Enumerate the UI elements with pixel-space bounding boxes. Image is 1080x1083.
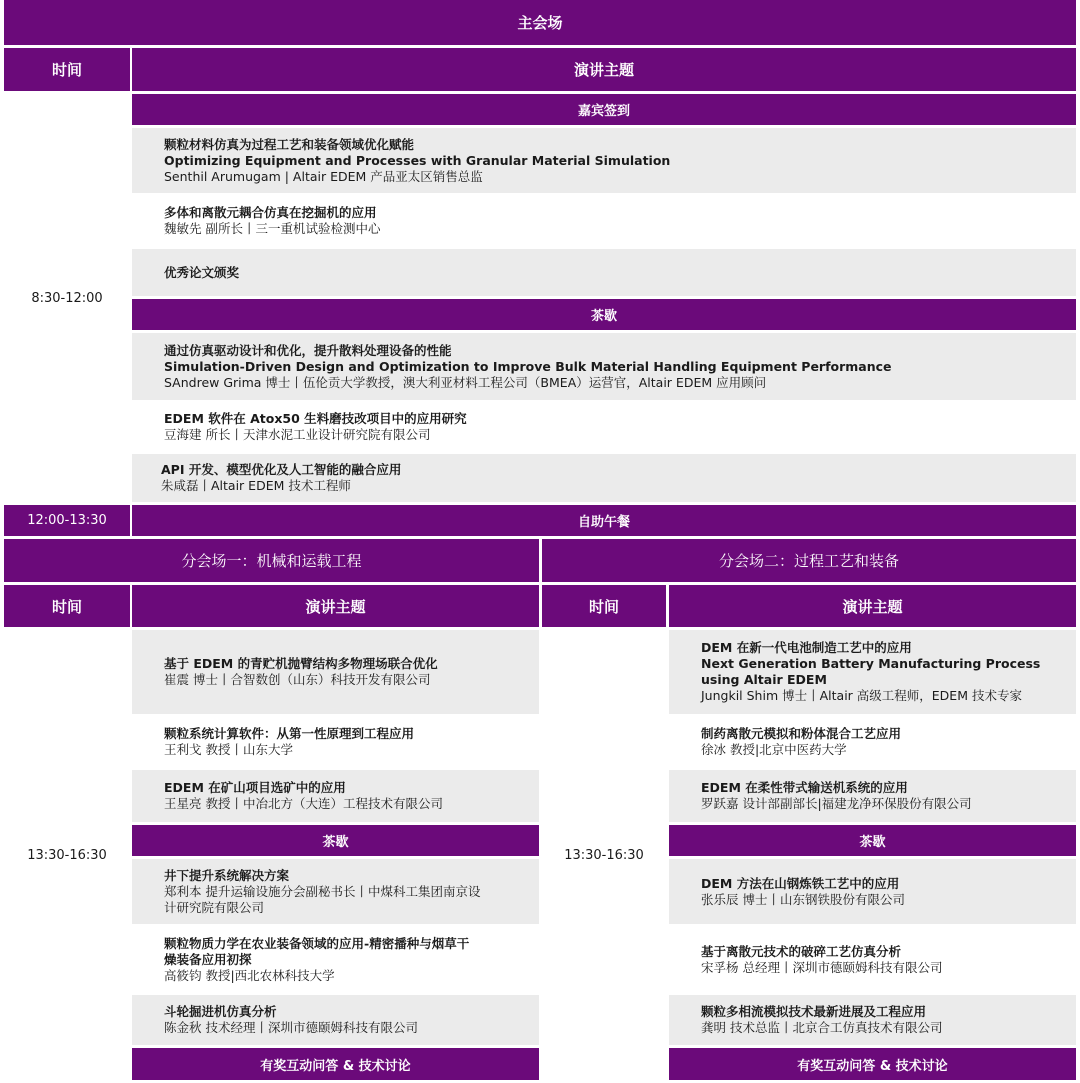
talk-speaker: 王利戈 教授丨山东大学 [164, 742, 293, 757]
branch2-time-header: 时间 [542, 585, 666, 627]
talk-title: 颗粒物质力学在农业装备领域的应用-精密播种与烟草干 [164, 935, 470, 951]
branch1-time-header: 时间 [4, 585, 130, 627]
branch2-title: 分会场二：过程工艺和装备 [542, 539, 1076, 582]
talk-speaker: 王星亮 教授丨中冶北方（大连）工程技术有限公司 [164, 796, 443, 811]
talk-speaker: 罗跃嘉 设计部副部长|福建龙净环保股份有限公司 [701, 796, 972, 811]
talk-item [132, 196, 1076, 246]
tea-break-row: 茶歇 [669, 825, 1076, 856]
branch2-topic-header: 演讲主题 [669, 585, 1076, 627]
talk-item [669, 770, 1076, 822]
talk-title: EDEM 软件在 Atox50 生料磨技改项目中的应用研究 [164, 411, 467, 426]
talk-item [132, 859, 539, 924]
talk-item [132, 128, 1076, 193]
talk-title: EDEM 在矿山项目选矿中的应用 [164, 780, 346, 795]
talk-item [132, 333, 1076, 400]
talk-title: 多体和离散元耦合仿真在挖掘机的应用 [164, 205, 377, 220]
talk-speaker: 朱咸磊丨Altair EDEM 技术工程师 [161, 478, 351, 493]
talk-subtitle: Simulation-Driven Design and Optimization to Improve Bulk Material Handling Equipment Performance [164, 358, 892, 374]
talk-title: EDEM 在柔性带式输送机系统的应用 [701, 780, 908, 795]
talk-item [132, 630, 539, 714]
branch2-time: 13:30-16:30 [564, 847, 644, 863]
talk-subtitle: Next Generation Battery Manufacturing Process [701, 656, 1041, 671]
talk-speaker: 崔震 博士丨合智数创（山东）科技开发有限公司 [164, 672, 431, 687]
talk-item [669, 630, 1076, 714]
talk-speaker-continued: 计研究院有限公司 [164, 899, 265, 915]
talk-title: 颗粒多相流模拟技术最新进展及工程应用 [701, 1004, 927, 1019]
talk-item [132, 717, 539, 767]
morning-time: 8:30-12:00 [31, 290, 103, 306]
talk-item [669, 995, 1076, 1045]
main-venue-title: 主会场 [4, 0, 1076, 45]
talk-item [132, 927, 539, 992]
talk-item [132, 249, 1076, 296]
talk-title: 颗粒系统计算软件：从第一性原理到工程应用 [164, 726, 415, 741]
talk-item [132, 403, 1076, 451]
talk-speaker: 张乐辰 博士丨山东钢铁股份有限公司 [701, 891, 905, 907]
talk-subtitle-continued: using Altair EDEM [701, 672, 827, 687]
tea-break-row: 茶歇 [132, 299, 1076, 330]
closing-row: 有奖互动问答 & 技术讨论 [669, 1048, 1076, 1080]
talk-speaker: 徐冰 教授|北京中医药大学 [701, 742, 847, 757]
talk-title: 基于 EDEM 的青贮机抛臂结构多物理场联合优化 [164, 656, 438, 671]
lunch-time: 12:00-13:30 [4, 505, 130, 536]
time-header: 时间 [4, 48, 130, 91]
topic-header: 演讲主题 [132, 48, 1076, 91]
tea-break-row: 茶歇 [132, 825, 539, 856]
talk-speaker: 龚明 技术总监丨北京合工仿真技术有限公司 [701, 1020, 943, 1035]
talk-title: 通过仿真驱动设计和优化，提升散料处理设备的性能 [164, 342, 452, 358]
talk-item [132, 995, 539, 1045]
talk-title: DEM 在新一代电池制造工艺中的应用 [701, 640, 912, 655]
talk-title: DEM 方法在山钢炼铁工艺中的应用 [701, 875, 900, 891]
talk-title: 基于离散元技术的破碎工艺仿真分析 [701, 943, 902, 959]
talk-title: 制药离散元模拟和粉体混合工艺应用 [701, 726, 902, 741]
talk-item [669, 927, 1076, 992]
branch1-time: 13:30-16:30 [27, 847, 107, 863]
talk-title: 颗粒材料仿真为过程工艺和装备领域优化赋能 [164, 136, 415, 152]
talk-title: API 开发、模型优化及人工智能的融合应用 [161, 462, 402, 477]
talk-item [669, 859, 1076, 924]
talk-title: 优秀论文颁奖 [164, 264, 240, 280]
talk-title-continued: 燥装备应用初探 [164, 951, 252, 967]
talk-item [132, 454, 1076, 502]
talk-speaker: 豆海建 所长丨天津水泥工业设计研究院有限公司 [164, 427, 431, 442]
branch1-title: 分会场一：机械和运载工程 [4, 539, 539, 582]
talk-title: 斗轮掘进机仿真分析 [164, 1004, 277, 1019]
checkin-row: 嘉宾签到 [132, 94, 1076, 125]
talk-speaker: 宋孚杨 总经理丨深圳市德颐姆科技有限公司 [701, 959, 943, 975]
talk-speaker: Jungkil Shim 博士丨Altair 高级工程师，EDEM 技术专家 [701, 688, 1022, 703]
talk-item [132, 770, 539, 822]
branch1-topic-header: 演讲主题 [132, 585, 539, 627]
talk-speaker: 陈金秋 技术经理丨深圳市德颐姆科技有限公司 [164, 1020, 418, 1035]
talk-speaker: 魏敏先 副所长丨三一重机试验检测中心 [164, 221, 381, 236]
talk-speaker: SAndrew Grima 博士丨伍伦贡大学教授，澳大利亚材料工程公司（BMEA）运营官，Altair EDEM 应用顾问 [164, 374, 767, 390]
talk-speaker: 高筱钧 教授|西北农林科技大学 [164, 967, 335, 983]
lunch-row: 自助午餐 [132, 505, 1076, 536]
closing-row: 有奖互动问答 & 技术讨论 [132, 1048, 539, 1080]
talk-item [669, 717, 1076, 767]
talk-speaker: Senthil Arumugam | Altair EDEM 产品亚太区销售总监 [164, 168, 483, 184]
talk-subtitle: Optimizing Equipment and Processes with Granular Material Simulation [164, 152, 671, 168]
talk-speaker: 郑利本 提升运输设施分会副秘书长丨中煤科工集团南京设 [164, 883, 481, 899]
talk-title: 井下提升系统解决方案 [164, 867, 290, 883]
